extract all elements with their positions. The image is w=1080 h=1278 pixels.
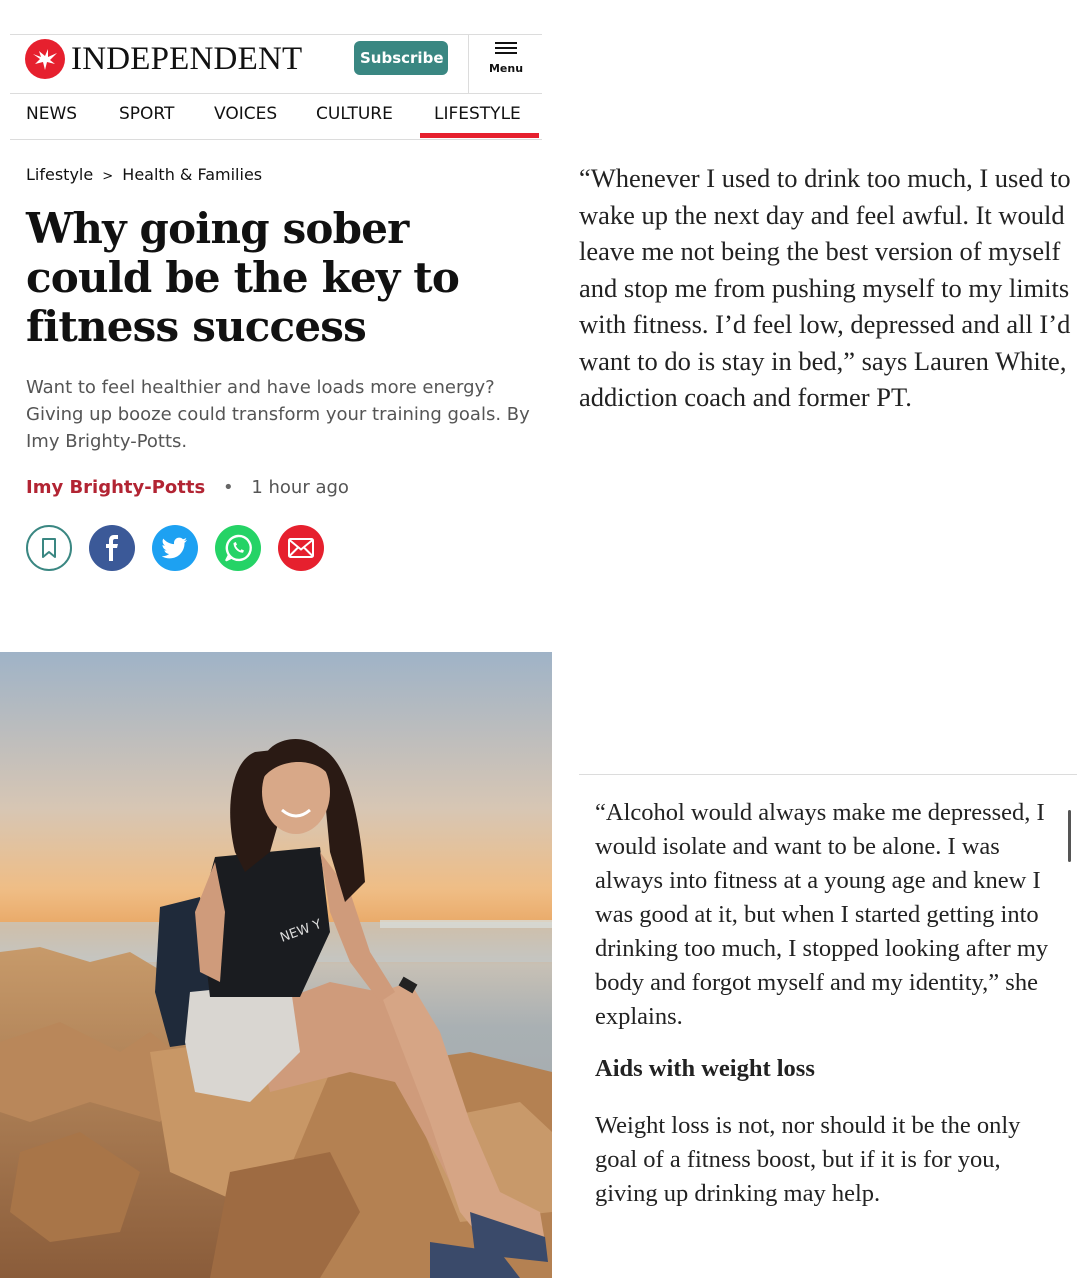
twitter-icon[interactable] xyxy=(152,525,198,571)
email-icon[interactable] xyxy=(278,525,324,571)
subscribe-button[interactable]: Subscribe xyxy=(354,41,448,75)
whatsapp-icon[interactable] xyxy=(215,525,261,571)
site-header xyxy=(10,34,542,94)
eagle-logo-icon xyxy=(25,39,65,79)
menu-button[interactable] xyxy=(478,39,534,89)
nav-item-voices[interactable]: VOICES xyxy=(214,104,278,124)
body-paragraph-quote-1: “Whenever I used to drink too much, I used to wake up the next day and feel awful. It would leave me not being the best version of myself and stop me from pushing myself to my limits with fitness. I’d feel low, depressed and all I’d want to do is stay in bed,” says Lauren White, addiction coach and former PT. xyxy=(579,163,1071,412)
byline-separator-dot: • xyxy=(222,477,234,498)
publish-time: 1 hour ago xyxy=(251,477,349,498)
body-paragraph-quote-2: “Alcohol would always make me depressed, I would isolate and want to be alone. I was always into fitness at a young age and knew I was good at it, but when I started getting into drinking too much, I stopped looking after my body and forgot myself and my identity,” she explains. xyxy=(595,799,1049,1030)
nav-item-lifestyle[interactable]: LIFESTYLE xyxy=(434,104,521,124)
site-logo[interactable] xyxy=(25,39,302,79)
header-divider xyxy=(468,35,469,93)
body-paragraph-weight-loss: Weight loss is not, nor should it be the only goal of a fitness boost, but if it is for you, giving up drinking may help. xyxy=(595,1112,1021,1207)
facebook-icon[interactable] xyxy=(89,525,135,571)
byline xyxy=(26,477,349,498)
section-divider xyxy=(579,774,1077,775)
section-nav xyxy=(10,92,542,140)
article-photo xyxy=(0,652,552,1278)
menu-label: Menu xyxy=(488,62,524,75)
breadcrumb-health-families[interactable]: Health & Families xyxy=(122,165,263,184)
logo-text: INDEPENDENT xyxy=(71,40,303,77)
author-link[interactable]: Imy Brighty-Potts xyxy=(26,477,206,498)
active-tab-indicator xyxy=(420,133,539,138)
nav-item-news[interactable]: NEWS xyxy=(26,104,78,124)
article-title: Why going sober could be the key to fitness success xyxy=(26,204,460,351)
article-standfirst: Want to feel healthier and have loads more energy? Giving up booze could transform your training goals. By Imy Brighty-Potts. xyxy=(26,377,530,452)
subheading-weight-loss: Aids with weight loss xyxy=(595,1055,815,1082)
bookmark-icon[interactable] xyxy=(26,525,72,571)
hamburger-icon xyxy=(495,42,517,54)
breadcrumb-lifestyle[interactable]: Lifestyle xyxy=(26,165,94,184)
breadcrumb xyxy=(26,165,262,184)
share-bar xyxy=(26,525,324,571)
breadcrumb-separator: > xyxy=(102,169,114,184)
svg-text:NEW Y: NEW Y xyxy=(278,916,324,946)
nav-item-sport[interactable]: SPORT xyxy=(119,104,175,124)
nav-item-culture[interactable]: CULTURE xyxy=(316,104,393,124)
